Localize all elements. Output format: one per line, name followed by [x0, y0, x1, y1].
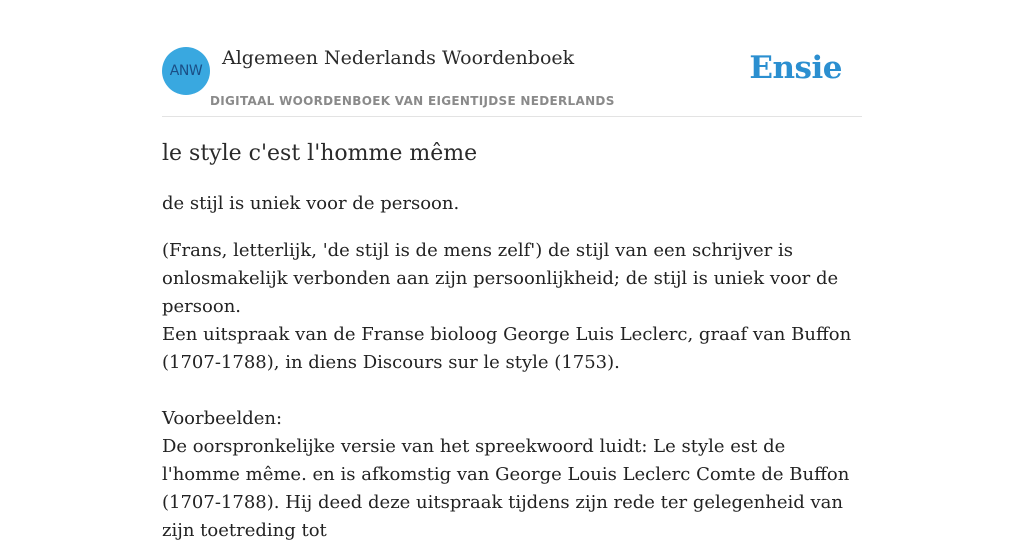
entry-summary: de stijl is uniek voor de persoon.	[162, 193, 460, 214]
paragraph-gap	[162, 377, 862, 405]
example-paragraph: De oorspronkelijke versie van het spreekwoord luidt: Le style est de l'homme même. en is afkomstig van George Louis Leclerc Comte de Buffon (1707-1788). Hij deed deze uitspraak tijdens zijn rede ter gelegenheid van zijn toetreding tot	[162, 436, 850, 541]
examples-heading: Voorbeelden:	[162, 408, 283, 429]
definition-paragraph: (Frans, letterlijk, 'de stijl is de mens zelf') de stijl van een schrijver is onlosmakelijk verbonden aan zijn persoonlijkheid; de stijl is uniek voor de persoon.	[162, 240, 839, 317]
entry-title: le style c'est l'homme même	[162, 141, 478, 166]
anw-logo[interactable]: ANW	[162, 47, 210, 95]
origin-paragraph: Een uitspraak van de Franse bioloog George Luis Leclerc, graaf van Buffon (1707-1788), in diens Discours sur le style (1753).	[162, 324, 852, 373]
site-header	[162, 46, 862, 117]
ensie-logo[interactable]: Ensie	[749, 50, 842, 86]
site-title[interactable]: Algemeen Nederlands Woordenboek	[222, 47, 575, 69]
entry-body	[162, 237, 862, 545]
site-subtitle: DIGITAAL WOORDENBOEK VAN EIGENTIJDSE NEDERLANDS	[210, 94, 615, 108]
entry-content	[162, 138, 862, 545]
